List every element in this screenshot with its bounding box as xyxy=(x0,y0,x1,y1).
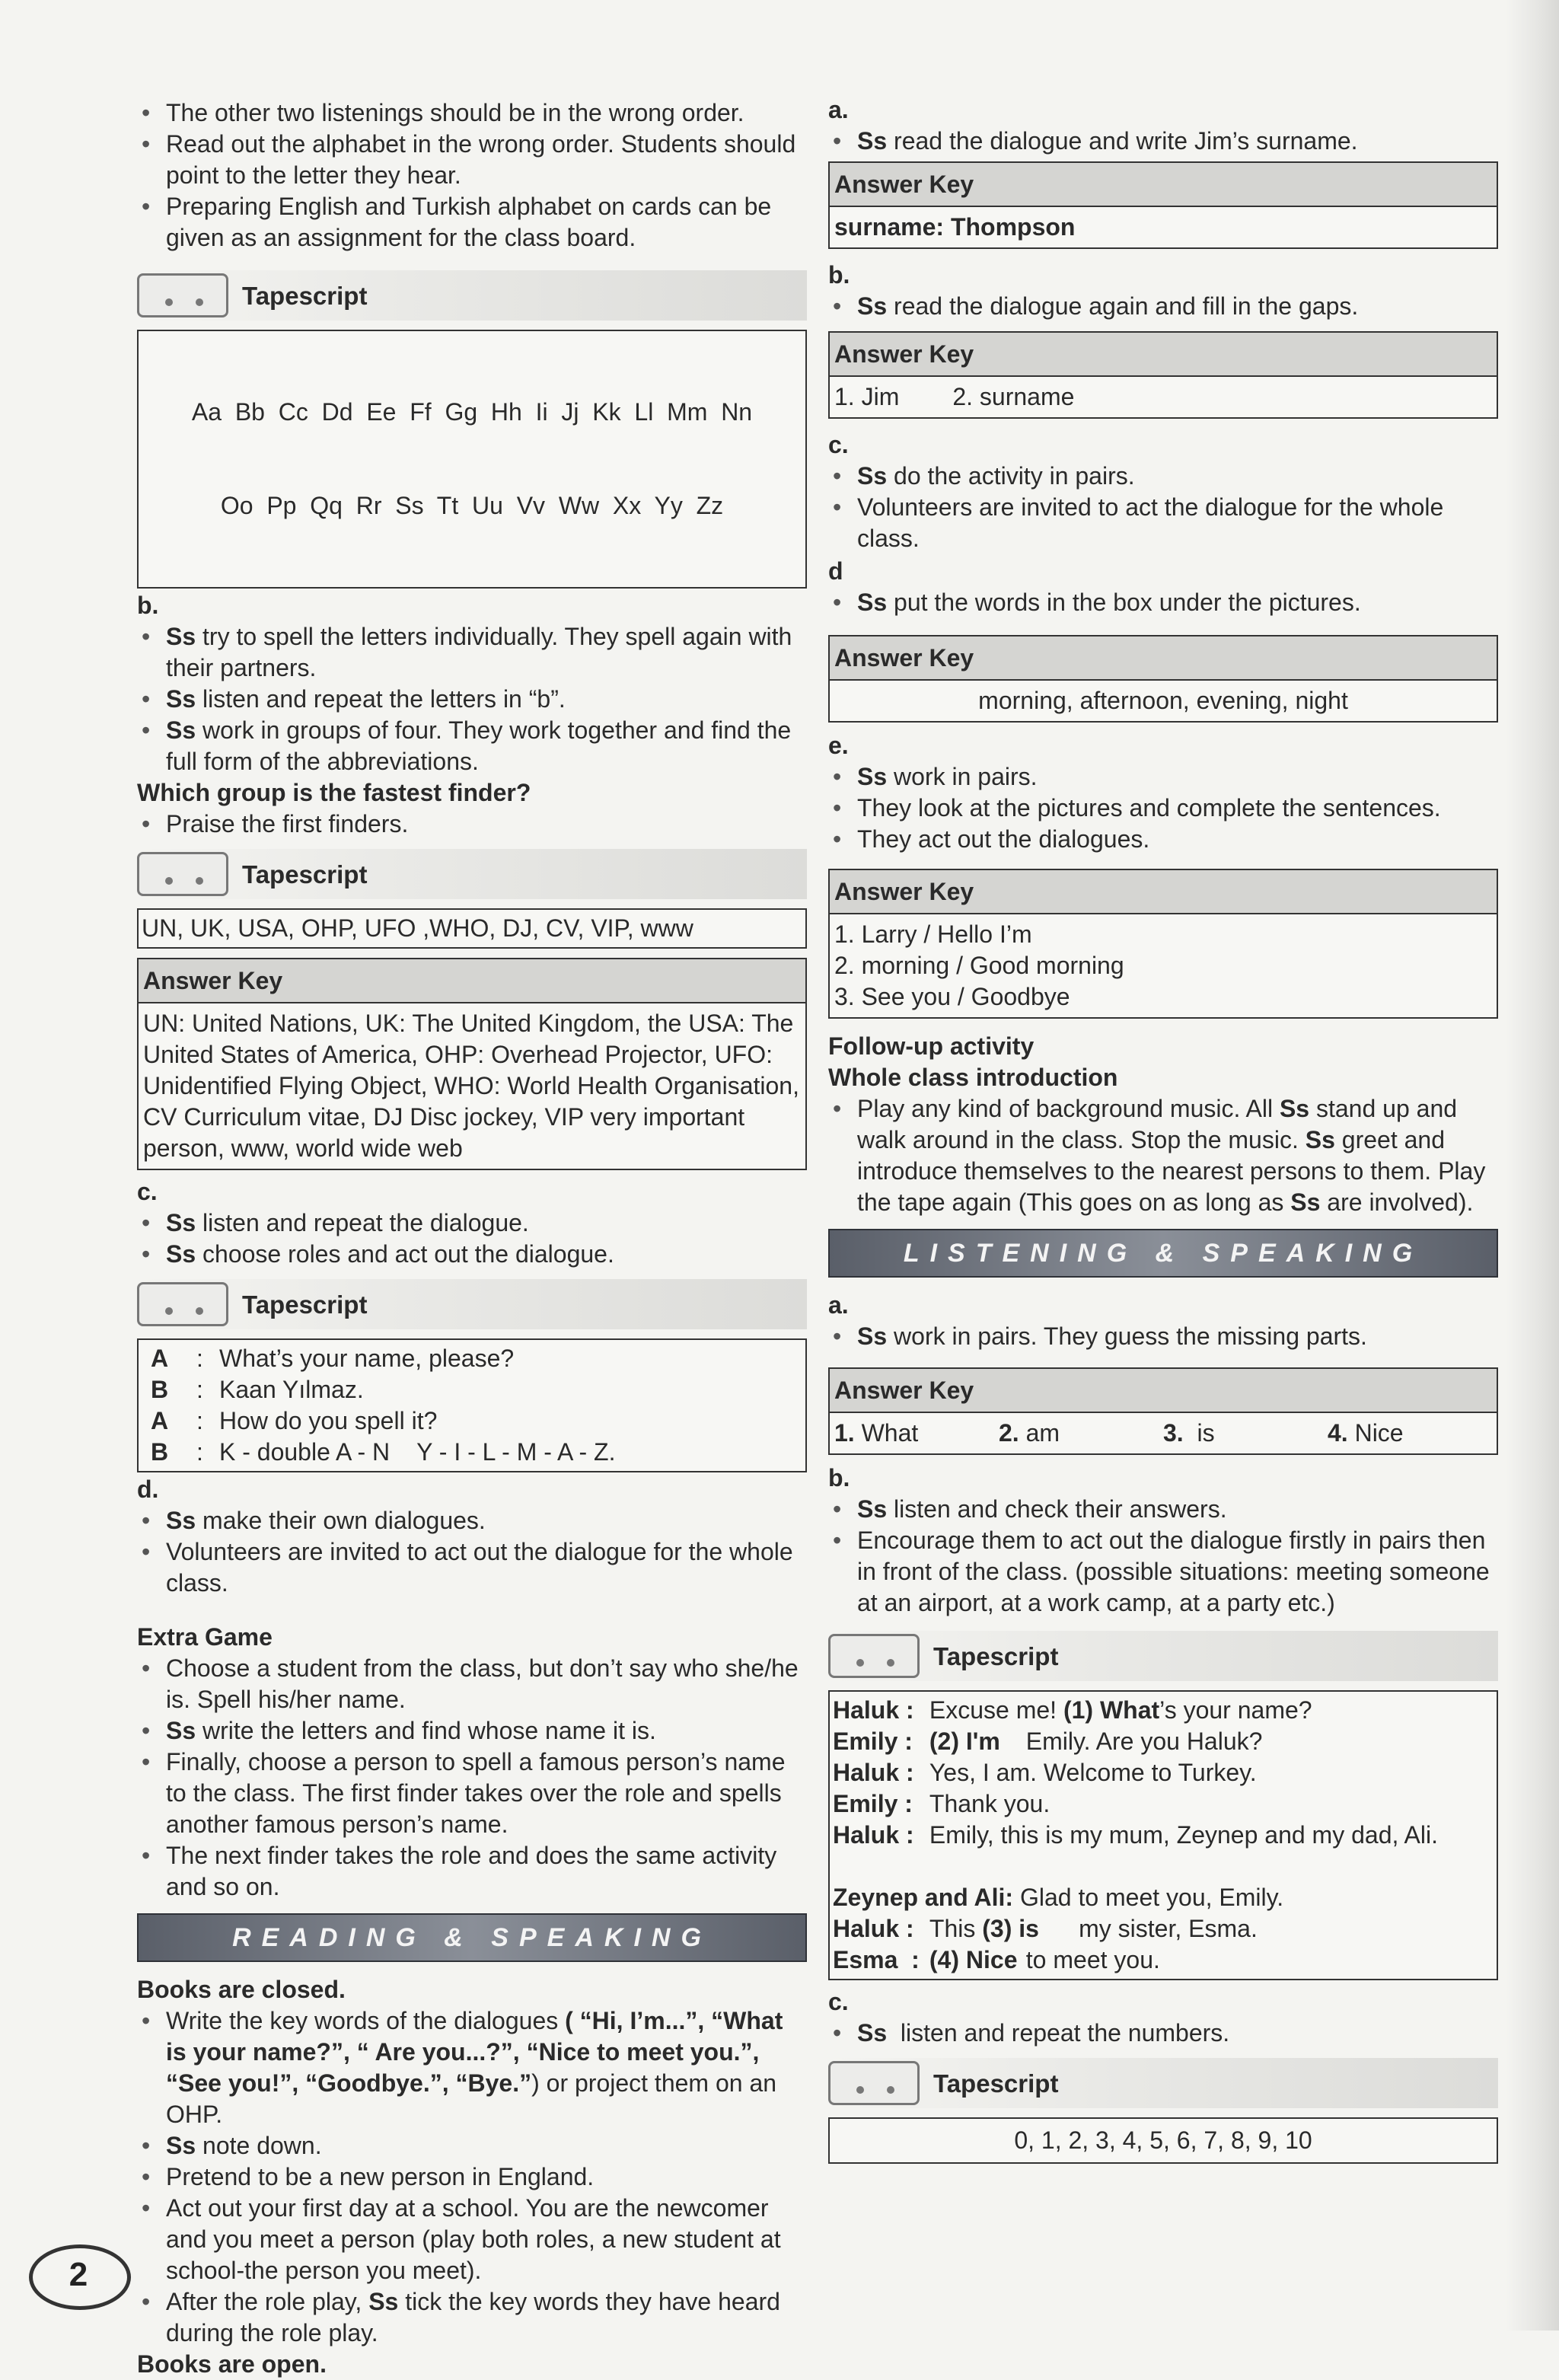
alphabet-line: Aa Bb Cc Dd Ee Ff Gg Hh Ii Jj Kk Ll Mm Nn xyxy=(191,398,753,426)
list-item-text: do the activity in pairs. xyxy=(887,462,1135,490)
list-item-text: listen and repeat the dialogue. xyxy=(196,1209,529,1236)
list-item-text: listen and check their answers. xyxy=(887,1495,1227,1523)
list-item-text: They look at the pictures and complete the sentences. xyxy=(857,794,1441,822)
answer-key-box xyxy=(137,958,807,1170)
section-letter: e. xyxy=(828,732,849,759)
tapescript-header xyxy=(137,1279,807,1329)
answer-key-heading: Answer Key xyxy=(139,959,805,1003)
list-item-text: Encourage them to act out the dialogue firstly in pairs then in front of the class. (possible situations: meeting someone at an airport, at a work camp, at a party etc.) xyxy=(857,1527,1490,1616)
answer-key-box xyxy=(828,331,1498,419)
section-letter: b. xyxy=(828,261,850,289)
e-bullet-list xyxy=(828,761,1498,855)
list-item xyxy=(828,793,1498,824)
ss-label: Ss xyxy=(1305,1126,1335,1153)
b-bullet-list xyxy=(137,621,807,777)
cassette-icon xyxy=(828,1634,920,1678)
dialogue-line: How do you spell it? xyxy=(219,1407,438,1434)
answer-key-box xyxy=(828,1367,1498,1455)
answer-key-body xyxy=(830,377,1497,417)
ss-label: Ss xyxy=(166,1240,196,1268)
cassette-icon xyxy=(137,852,228,896)
followup-heading: Follow-up activity xyxy=(828,1032,1035,1060)
ss-label: Ss xyxy=(166,1507,196,1534)
list-item-text: Act out your first day at a school. You are the newcomer and you meet a person (play both roles, a new student at school-the person you meet). xyxy=(166,2194,781,2284)
colon: : xyxy=(196,1376,203,1403)
cassette-icon xyxy=(137,1282,228,1326)
books-closed-heading: Books are closed. xyxy=(137,1976,346,2003)
list-item xyxy=(828,1525,1498,1619)
answer-item: 1. Larry / Hello I’m xyxy=(834,920,1032,948)
list-item xyxy=(828,461,1498,492)
section-letter: c. xyxy=(137,1178,158,1205)
tapescript-header xyxy=(137,270,807,321)
extra-game-list xyxy=(137,1653,807,1903)
dialogue-answer: (2) I'm xyxy=(929,1728,1000,1755)
answer-key-body: morning, afternoon, evening, night xyxy=(978,687,1348,714)
list-item xyxy=(137,2161,807,2193)
key-words: ( “Hi, I’m...”, “What is your name?”, “ Are you...?”, “Nice to meet you.”, “See you!”, “Goodbye.”, “Bye.” xyxy=(166,2007,783,2097)
dialogue xyxy=(830,1692,1497,1979)
listening-speaking-banner: LISTENING & SPEAKING xyxy=(828,1229,1498,1278)
dialogue-row xyxy=(833,1726,1494,1757)
intro-bullet-list xyxy=(137,97,807,254)
list-item-text: try to spell the letters individually. They spell again with their partners. xyxy=(166,623,792,681)
praise-list xyxy=(137,809,807,840)
speaker: A xyxy=(151,1407,169,1434)
list-item-text: Finally, choose a person to spell a famous person’s name to the class. The first finder takes over the role and spells another famous person’s name. xyxy=(166,1748,786,1838)
ss-label: Ss xyxy=(857,1495,888,1523)
list-item-text: listen and repeat the letters in “b”. xyxy=(196,685,566,713)
list-item xyxy=(137,1840,807,1903)
right-column xyxy=(828,93,1498,2164)
ss-label: Ss xyxy=(857,292,888,320)
ss-label: Ss xyxy=(857,589,888,616)
ss-label: Ss xyxy=(857,763,888,790)
list-item xyxy=(828,291,1498,322)
c-bullet-list xyxy=(137,1208,807,1270)
dialogue-answer: (3) is xyxy=(982,1915,1039,1942)
list-item xyxy=(828,1494,1498,1525)
ls-b-bullet-list xyxy=(828,1494,1498,1619)
list-item xyxy=(828,126,1498,157)
section-letter: a. xyxy=(828,1291,849,1319)
dialogue xyxy=(139,1340,805,1471)
speaker: Haluk : xyxy=(833,1696,914,1724)
c-bullet-list xyxy=(828,461,1498,554)
answer-item xyxy=(1328,1418,1492,1449)
ss-label: Ss xyxy=(166,2132,196,2159)
speaker: Emily : xyxy=(833,1790,913,1817)
answer-key-heading: Answer Key xyxy=(830,1369,1497,1413)
answer-item: 2. surname xyxy=(952,383,1075,410)
reading-speaking-banner: READING & SPEAKING xyxy=(137,1913,807,1962)
list-item-text: They act out the dialogues. xyxy=(857,825,1150,853)
alphabet-box xyxy=(137,330,807,589)
list-item xyxy=(828,1321,1498,1352)
dialogue-row xyxy=(833,1945,1494,1976)
answer-item: 1. Jim xyxy=(834,383,900,410)
dialogue-text: Glad to meet you, Emily. xyxy=(1013,1884,1284,1911)
list-item xyxy=(137,1239,807,1270)
list-item-text: make their own dialogues. xyxy=(196,1507,486,1534)
answer-item xyxy=(834,1418,999,1449)
list-item xyxy=(137,2005,807,2130)
dialogue-line: K - double A - N Y - I - L - M - A - Z. xyxy=(219,1438,616,1466)
list-item xyxy=(137,1208,807,1239)
followup-list xyxy=(828,1093,1498,1218)
list-item xyxy=(137,2130,807,2161)
dialogue-text: Emily. Are you Haluk? xyxy=(1019,1728,1263,1755)
tapescript-label: Tapescript xyxy=(933,1641,1059,1670)
dialogue-row xyxy=(833,1695,1494,1726)
tapescript-header xyxy=(828,2058,1498,2108)
dialogue-line: What’s your name, please? xyxy=(219,1345,515,1372)
list-item xyxy=(828,587,1498,618)
section-letter: b. xyxy=(137,592,159,619)
numbers-box: 0, 1, 2, 3, 4, 5, 6, 7, 8, 9, 10 xyxy=(828,2117,1498,2164)
answer-key-body: surname: Thompson xyxy=(834,213,1076,241)
speaker: Zeynep and Ali: xyxy=(833,1884,1014,1911)
answer-number: 1. xyxy=(834,1419,855,1447)
ss-label: Ss xyxy=(368,2288,399,2315)
ls-a-bullet-list xyxy=(828,1321,1498,1352)
section-letter: c. xyxy=(828,431,849,458)
list-item xyxy=(137,1536,807,1599)
dialogue-row xyxy=(833,1913,1494,1945)
reading-speaking-list xyxy=(137,2005,807,2349)
list-item xyxy=(137,684,807,715)
list-item-text: read the dialogue again and fill in the gaps. xyxy=(887,292,1359,320)
dialogue-text: Yes, I am. Welcome to Turkey. xyxy=(929,1759,1257,1786)
list-item xyxy=(828,824,1498,855)
list-item xyxy=(828,492,1498,554)
page-number: 2 xyxy=(29,2244,128,2305)
answer-key-heading: Answer Key xyxy=(830,636,1497,681)
list-item-text: work in pairs. They guess the missing parts. xyxy=(887,1322,1367,1350)
ss-label: Ss xyxy=(166,623,196,650)
tapescript-label: Tapescript xyxy=(242,281,368,310)
list-item-text: Volunteers are invited to act the dialogue for the whole class. xyxy=(857,493,1444,552)
speaker: Esma : xyxy=(833,1946,920,1973)
ss-label: Ss xyxy=(1290,1188,1321,1216)
dialogue-box xyxy=(137,1338,807,1472)
speaker: Haluk : xyxy=(833,1759,914,1786)
list-item xyxy=(828,1093,1498,1218)
list-item xyxy=(137,621,807,684)
colon: : xyxy=(196,1407,203,1434)
dialogue-row xyxy=(833,1757,1494,1788)
dialogue-text: Emily, this is my mum, Zeynep and my dad, Ali. xyxy=(929,1821,1438,1849)
list-item xyxy=(137,1505,807,1536)
list-item-text: Pretend to be a new person in England. xyxy=(166,2163,595,2190)
section-letter: d xyxy=(828,557,843,585)
ss-label: Ss xyxy=(857,1322,888,1350)
list-item-text: The next finder takes the role and does the same activity and so on. xyxy=(166,1842,777,1900)
speaker: Haluk : xyxy=(833,1821,914,1849)
a-bullet-list xyxy=(828,126,1498,157)
answer-item xyxy=(1163,1418,1328,1449)
list-item-text: greet and introduce themselves to the nearest persons to them. Play the tape again (This goes on as long as xyxy=(857,1126,1486,1216)
answer-key-box xyxy=(828,161,1498,249)
list-item-text: Choose a student from the class, but don’t say who she/he is. Spell his/her name. xyxy=(166,1654,799,1713)
answer-item: 3. See you / Goodbye xyxy=(834,983,1070,1010)
list-item xyxy=(828,2018,1498,2049)
cassette-icon xyxy=(137,273,228,317)
dialogue-text: Excuse me! xyxy=(929,1696,1063,1724)
answer-word: Nice xyxy=(1347,1419,1404,1447)
ss-label: Ss xyxy=(857,462,888,490)
dialogue-line: Kaan Yılmaz. xyxy=(219,1376,364,1403)
dialogue-text: my sister, Esma. xyxy=(1072,1915,1258,1942)
answer-word: am xyxy=(1019,1419,1060,1447)
left-column xyxy=(137,97,807,2380)
ss-label: Ss xyxy=(857,127,888,155)
ss-label: Ss xyxy=(1279,1095,1310,1122)
list-item xyxy=(137,715,807,777)
list-item-text: choose roles and act out the dialogue. xyxy=(196,1240,614,1268)
list-item-text: Play any kind of background music. All xyxy=(857,1095,1280,1122)
d-bullet-list xyxy=(828,587,1498,618)
list-item: • Read out the alphabet in the wrong order. Students should point to the letter they hear. xyxy=(137,129,807,191)
answer-key-heading: Answer Key xyxy=(830,870,1497,914)
ss-label: Ss xyxy=(166,716,196,744)
list-item-text: work in pairs. xyxy=(887,763,1038,790)
list-item-text: ) or project them on an OHP. xyxy=(166,2069,777,2128)
question-heading: Which group is the fastest finder? xyxy=(137,779,531,806)
books-open-heading: Books are open. xyxy=(137,2350,327,2378)
abbreviations-box: UN, UK, USA, OHP, UFO ,WHO, DJ, CV, VIP, www xyxy=(137,908,807,949)
tapescript-label: Tapescript xyxy=(242,860,368,889)
dialogue-text: to meet you. xyxy=(1019,1946,1160,1973)
list-item-text: stand up and walk around in the class. Stop the music. xyxy=(857,1095,1458,1153)
dialogue-answer: (4) Nice xyxy=(929,1946,1018,1973)
list-item-text: work in groups of four. They work together and find the full form of the abbreviations. xyxy=(166,716,792,775)
tapescript-label: Tapescript xyxy=(933,2069,1059,2098)
speaker: Haluk : xyxy=(833,1915,914,1942)
list-item xyxy=(137,1653,807,1715)
speaker: A xyxy=(151,1345,169,1372)
dialogue-text: This xyxy=(929,1915,983,1942)
list-item-text: listen and repeat the numbers. xyxy=(887,2019,1230,2047)
list-item: • Praise the first finders. xyxy=(137,809,807,840)
section-letter: b. xyxy=(828,1464,850,1491)
answer-key-heading: Answer Key xyxy=(830,163,1497,207)
list-item-text: note down. xyxy=(196,2132,322,2159)
alphabet-line: Oo Pp Qq Rr Ss Tt Uu Vv Ww Xx Yy Zz xyxy=(220,492,724,519)
list-item xyxy=(137,2286,807,2349)
d-bullet-list xyxy=(137,1505,807,1599)
list-item-text: Volunteers are invited to act out the dialogue for the whole class. xyxy=(166,1538,793,1597)
colon: : xyxy=(196,1438,203,1466)
list-item-text: put the words in the box under the pictures. xyxy=(887,589,1361,616)
dialogue-row xyxy=(833,1820,1494,1882)
followup-subheading: Whole class introduction xyxy=(828,1064,1118,1091)
answer-item: 2. morning / Good morning xyxy=(834,952,1124,979)
list-item xyxy=(137,1715,807,1747)
list-item: • Preparing English and Turkish alphabet on cards can be given as an assignment for the class board. xyxy=(137,191,807,254)
speaker: B xyxy=(151,1376,169,1403)
tapescript-header xyxy=(137,849,807,899)
section-letter: a. xyxy=(828,96,849,123)
colon: : xyxy=(196,1345,203,1372)
list-item xyxy=(137,2193,807,2286)
section-letter: d. xyxy=(137,1476,159,1503)
answer-key-box xyxy=(828,635,1498,723)
tapescript-label: Tapescript xyxy=(242,1290,368,1319)
answer-key-body: UN: United Nations, UK: The United Kingdom, the USA: The United States of America, OHP: Overhead Projector, UFO: Unidentified Flying Object, WHO: World Health Organisation, CV Curriculum vitae, DJ Disc jockey, VIP very important person, www, world wide web xyxy=(143,1010,799,1162)
list-item-text: read the dialogue and write Jim’s surname. xyxy=(887,127,1358,155)
answer-key-body xyxy=(830,1413,1497,1453)
extra-game-heading: Extra Game xyxy=(137,1623,273,1651)
list-item-text: tick the key words they have heard during the role play. xyxy=(166,2288,780,2347)
page-edge-shadow xyxy=(1506,0,1559,2331)
list-item-text: write the letters and find whose name it is. xyxy=(196,1717,656,1744)
speaker: B xyxy=(151,1438,169,1466)
dialogue-text: ’s your name? xyxy=(1159,1696,1312,1724)
list-item-text: After the role play, xyxy=(166,2288,369,2315)
answer-number: 2. xyxy=(999,1419,1019,1447)
ss-label: Ss xyxy=(166,685,196,713)
ss-label: Ss xyxy=(857,2019,888,2047)
list-item-text: are involved). xyxy=(1320,1188,1474,1216)
answer-key-body xyxy=(830,914,1497,1017)
answer-number: 4. xyxy=(1328,1419,1348,1447)
speaker: Emily : xyxy=(833,1728,913,1755)
b-bullet-list xyxy=(828,291,1498,322)
answer-word: What xyxy=(854,1419,919,1447)
list-item xyxy=(828,761,1498,793)
dialogue-row xyxy=(833,1882,1494,1913)
dialogue-text: Thank you. xyxy=(929,1790,1050,1817)
cassette-icon xyxy=(828,2061,920,2105)
answer-item xyxy=(999,1418,1163,1449)
answer-number: 3. xyxy=(1163,1419,1184,1447)
list-item-text: Write the key words of the dialogues xyxy=(166,2007,566,2034)
list-item: • The other two listenings should be in the wrong order. xyxy=(137,97,807,129)
ls-c-bullet-list xyxy=(828,2018,1498,2049)
tapescript-header xyxy=(828,1631,1498,1681)
list-item xyxy=(137,1747,807,1840)
ss-label: Ss xyxy=(166,1209,196,1236)
section-letter: c. xyxy=(828,1988,849,2015)
dialogue-row xyxy=(833,1788,1494,1820)
answer-word: is xyxy=(1183,1419,1215,1447)
dialogue-box xyxy=(828,1690,1498,1980)
ss-label: Ss xyxy=(166,1717,196,1744)
answer-key-heading: Answer Key xyxy=(830,333,1497,377)
answer-key-box xyxy=(828,869,1498,1019)
dialogue-answer: (1) What xyxy=(1063,1696,1160,1724)
